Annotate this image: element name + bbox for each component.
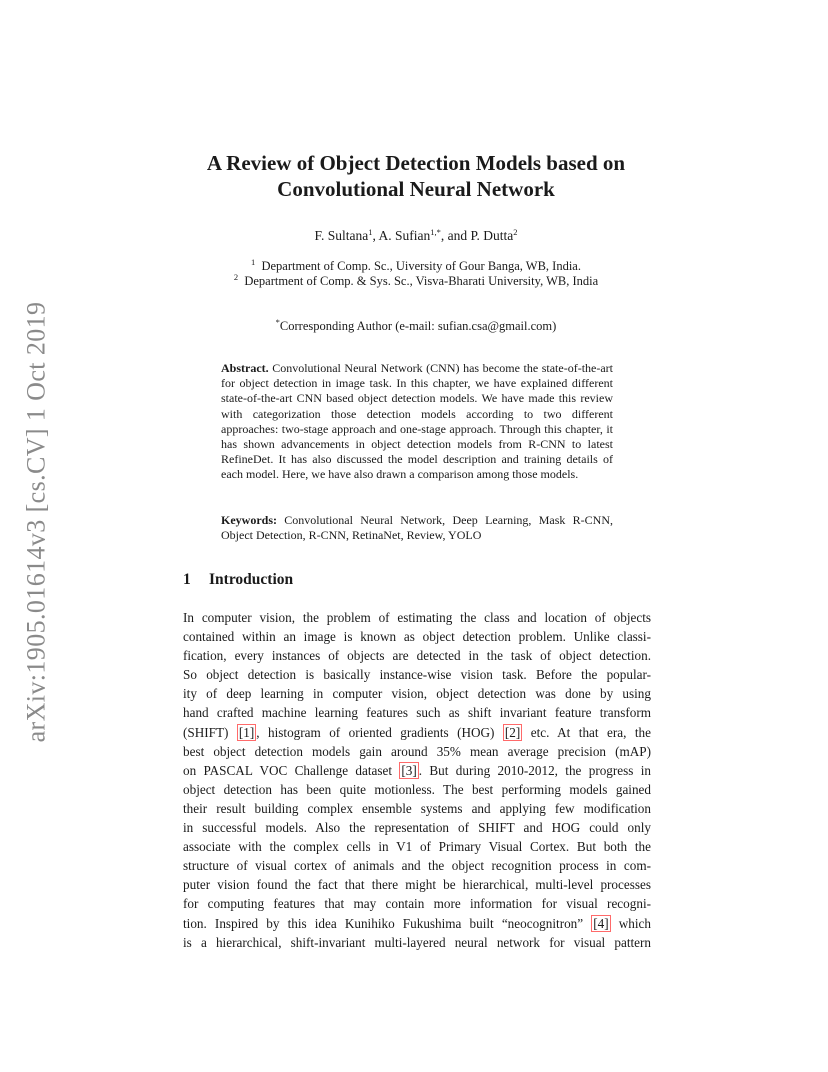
intro-line: hand crafted machine learning features such as shift invariant feature transform (183, 705, 651, 721)
citation-link[interactable]: [1] (238, 724, 255, 740)
intro-text: (SHIFT) (183, 724, 237, 740)
intro-line: in successful models. Also the representation of SHIFT and HOG could only (183, 820, 651, 836)
arxiv-identifier (16, 292, 56, 752)
paper-title-line-2: Convolutional Neural Network (277, 177, 555, 201)
affiliation-text: Department of Comp. Sc., Uiversity of Gour Banga, WB, India. (261, 259, 581, 273)
intro-line: puter vision found the fact that there might be hierarchical, multi-level processes (183, 877, 651, 893)
intro-line: is a hierarchical, shift-invariant multi-layered neural network for visual pattern (183, 934, 651, 950)
citation-link[interactable]: [2] (504, 724, 521, 740)
abstract-text: Convolutional Neural Network (CNN) has become the state-of-the-art for object detection in image task. In this chapter, we have explained different state-of-the-art CNN based object detection models. We have made this review with categorization those detection models according to two different approaches: two-stage approach and one-stage approach. Through this chapter, it has shown advancements in object detection models from R-CNN to latest RefineDet. It has also discussed the model description and training details of each model. Here, we have also drawn a comparison among those models. (221, 361, 613, 482)
intro-text: tion. Inspired by this idea Kunihiko Fukushima built “neocognitron” (183, 915, 592, 931)
citation-link[interactable]: [3] (401, 762, 417, 778)
affiliation-1 (150, 259, 682, 274)
intro-line: In computer vision, the problem of estimating the class and location of objects (183, 610, 651, 625)
intro-line (183, 761, 651, 780)
intro-line (183, 914, 651, 933)
intro-line: fication, every instances of objects are detected in the task of object detection. (183, 648, 651, 664)
affiliation-mark: 1 (250, 257, 256, 267)
author-affiliation-mark: 1,* (430, 227, 441, 237)
intro-line: So object detection is basically instance-wise vision task. Before the popular- (183, 667, 651, 683)
intro-text: etc. At that era, the (522, 724, 651, 740)
affiliation-text: Department of Comp. & Sys. Sc., Visva-Bharati University, WB, India (244, 274, 599, 288)
intro-line: contained within an image is known as object detection problem. Unlike classi- (183, 629, 651, 645)
affiliation-2 (150, 274, 682, 289)
author-affiliation-mark: 1 (368, 227, 373, 237)
author-list (150, 228, 682, 244)
paper-title (150, 150, 682, 202)
corresponding-mark: * (275, 317, 280, 327)
section-title: Introduction (209, 571, 294, 588)
arxiv-identifier-text: arXiv:1905.01614v3 [cs.CV] 1 Oct 2019 (21, 301, 51, 743)
author-name: , A. Sufian (372, 228, 431, 243)
intro-line: ity of deep learning in computer vision, object detection was done by using (183, 686, 651, 702)
intro-line (183, 723, 651, 742)
abstract (221, 361, 613, 483)
author-name: F. Sultana (314, 228, 369, 243)
paper-title-line-1: A Review of Object Detection Models based on (206, 151, 626, 175)
corresponding-text: Corresponding Author (e-mail: sufian.csa@gmail.com) (279, 319, 557, 333)
intro-text: on PASCAL VOC Challenge dataset (183, 762, 400, 778)
keywords-text: Convolutional Neural Network, Deep Learning, Mask R-CNN, Object Detection, R-CNN, RetinaNet, Review, YOLO (221, 513, 613, 543)
intro-text: which (610, 915, 651, 931)
author-affiliation-mark: 2 (513, 227, 518, 237)
keywords (221, 513, 613, 543)
citation-link[interactable]: [4] (593, 915, 609, 931)
intro-text: . But during 2010-2012, the progress in (418, 762, 651, 778)
intro-text: , histogram of oriented gradients (HOG) (256, 724, 503, 740)
intro-line: their result building complex ensemble systems and applying few modification (183, 800, 651, 816)
author-name: , and P. Dutta (440, 228, 514, 243)
intro-line: best object detection models gain around 35% mean average precision (mAP) (183, 743, 651, 759)
section-number: 1 (183, 571, 191, 588)
introduction-body (183, 608, 651, 952)
keywords-label: Keywords: (221, 513, 277, 527)
intro-line: for computing features that may contain more information for visual recogni- (183, 896, 651, 912)
corresponding-author (150, 319, 682, 334)
intro-line: associate with the complex cells in V1 of Primary Visual Cortex. But both the (183, 839, 651, 855)
intro-line: structure of visual cortex of animals and the object recognition process in com- (183, 858, 651, 874)
affiliation-mark: 2 (233, 272, 239, 282)
intro-line: object detection has been quite motionless. The best performing models gained (183, 781, 651, 797)
abstract-label: Abstract. (221, 361, 269, 375)
section-heading (183, 571, 293, 589)
